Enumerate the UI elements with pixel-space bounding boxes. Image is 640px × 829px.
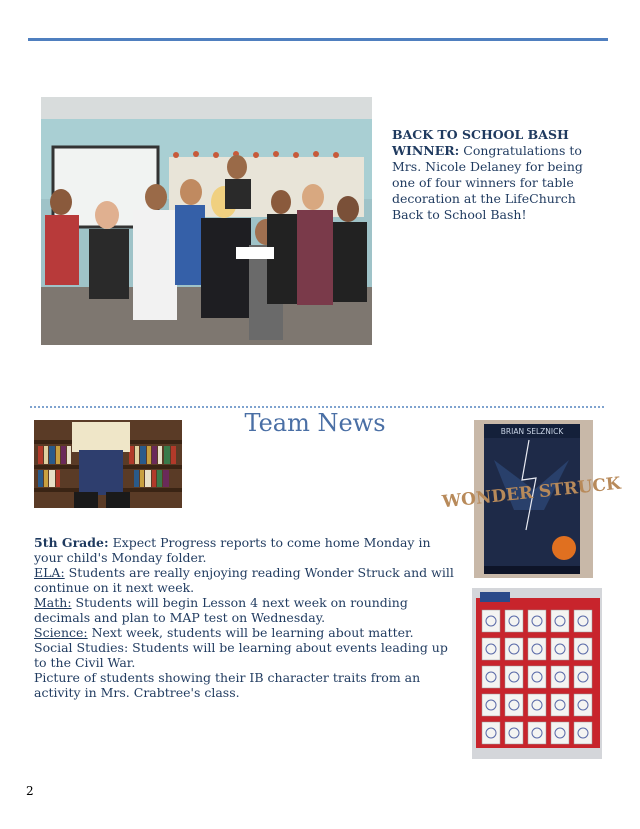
wonder-struck-book-photo (441, 420, 622, 578)
book-author: BRIAN SELZNICK (500, 427, 564, 436)
class-photo (41, 97, 372, 345)
social-studies-paragraph: Social Studies: Students will be learning about events leading up to the Civil War. (34, 640, 448, 670)
ela-text: Students are really enjoying reading Wonder Struck and will continue on it next week. (34, 565, 454, 595)
library-photo (34, 420, 182, 508)
ela-label: ELA: (34, 565, 65, 580)
science-paragraph (34, 625, 459, 640)
character-traits-board-photo (472, 588, 602, 759)
science-text: Next week, students will be learning about matter. (87, 625, 414, 640)
team-news-heading: Team News (244, 409, 386, 437)
callout-title: BACK TO SCHOOL BASH WINNER: (392, 127, 569, 158)
math-text: Students will begin Lesson 4 next week on rounding decimals and plan to MAP test on Wednesday. (34, 595, 408, 625)
book-title: WONDER STRUCK (441, 473, 622, 513)
section-divider (30, 406, 604, 408)
ela-paragraph (34, 565, 459, 595)
fifth-grade-text: Expect Progress reports to come home Monday in your child's Monday folder. (34, 535, 431, 565)
bash-winner-callout (392, 127, 607, 223)
top-rule (28, 38, 608, 41)
science-label: Science: (34, 625, 88, 640)
team-news-body (34, 535, 459, 700)
page-number: 2 (26, 784, 34, 798)
math-label: Math: (34, 595, 72, 610)
fifth-grade-label: 5th Grade: (34, 535, 109, 550)
math-paragraph (34, 595, 459, 625)
fifth-grade-paragraph (34, 535, 459, 565)
callout-body: Congratulations to Mrs. Nicole Delaney for being one of four winners for table decoration at the LifeChurch Back to School Bash! (392, 143, 583, 222)
picture-note: Picture of students showing their IB character traits from an activity in Mrs. Crabtree's class. (34, 670, 421, 700)
